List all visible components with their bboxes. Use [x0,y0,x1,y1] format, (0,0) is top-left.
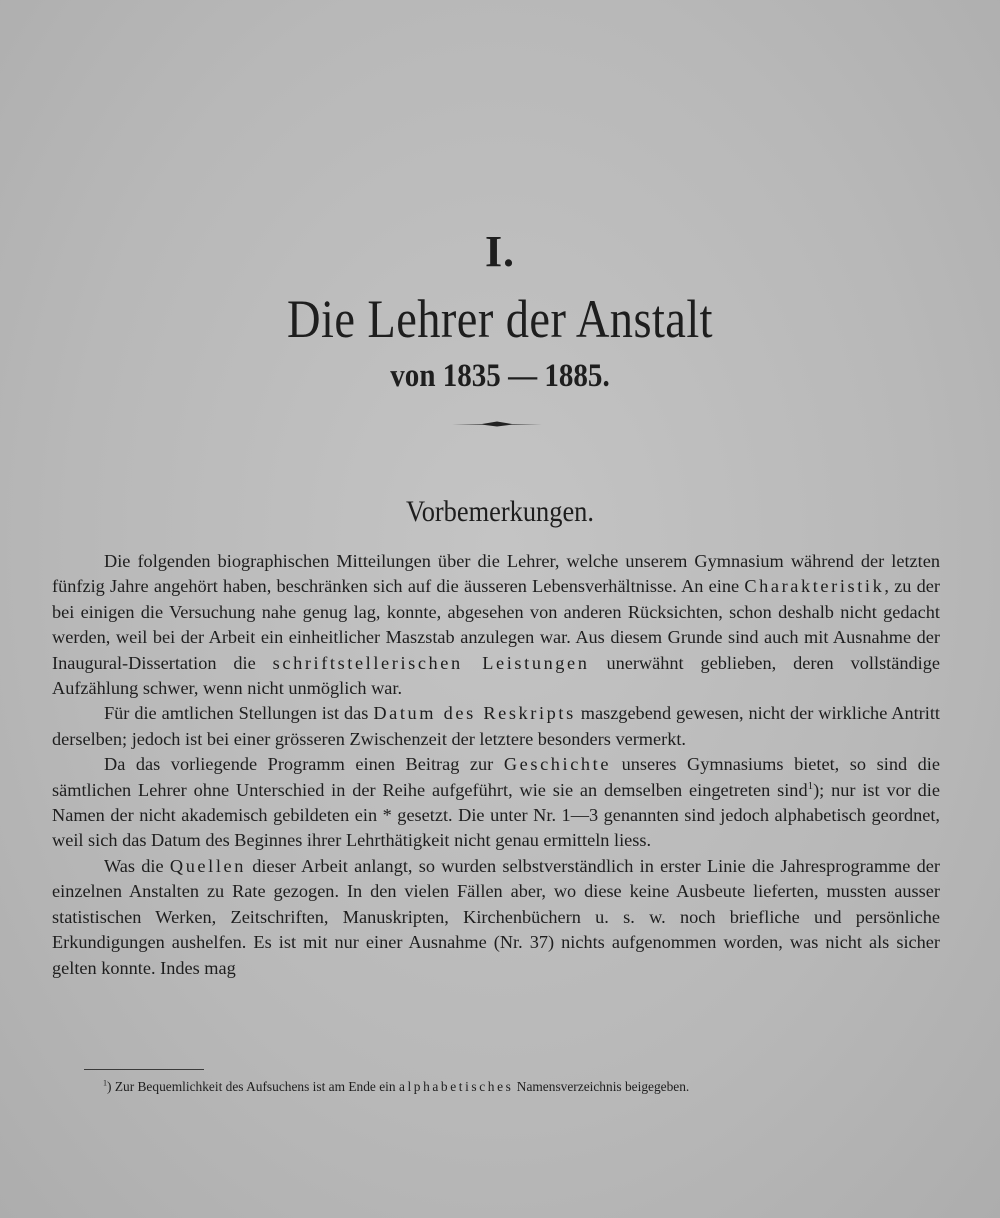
divider-ornament [452,421,542,427]
emphasis: Quellen [169,855,246,876]
paragraph-3: Da das vorliegende Programm einen Beitrag zur Geschichte unseres Gymnasiums bietet, so sind die sämtlichen Lehrer ohne Unterschied in der Reihe aufgeführt, wie sie an demselben eingetreten sind$^1$); nur ist vor die Namen der nicht akademisch gebildeten ein * gesetzt. Die unter Nr. 1—3 genannten sind jedoch alphabetisch geordnet, weil sich das Datum des Beginnes ihrer Lehrthätigkeit nicht genau ermitteln liess. [52,754,941,851]
paragraph-1: Die folgenden biographischen Mitteilungen über die Lehrer, welche unserem Gymnasium während der letzten fünfzig Jahre angehört haben, beschränken sich auf die äusseren Lebensverhältnisse. An eine Charakteristik, zu der bei einigen die Versuchung nahe genug lag, konnte, abgesehen von anderen Rücksichten, schon deshalb nicht gedacht werden, weil bei der Arbeit ein einheitlicher Maszstab anzulegen war. Aus diesem Grunde sind auch mit Ausnahme der Inaugural-Dissertation die schriftstellerischen Leistungen unerwähnt geblieben, deren vollständige Aufzählung schwer, wenn nicht unmöglich war. [52,551,940,699]
footnote-marker: 1 [103,1078,108,1088]
page-title: Die Lehrer der Anstalt [287,289,713,349]
chapter-number: I. [484,227,516,276]
paragraph-4: Was die Quellen dieser Arbeit anlangt, so wurden selbstverständlich in erster Linie die Jahresprogramme der einzelnen Anstalten zu Rate gezogen. In den vielen Fällen aber, wo diese keine Ausbeute lieferten, mussten ausser statistischen Werken, Zeitschriften, Manuskripten, Kirchenbüchern u. s. w. noch briefliche und persönliche Erkundigungen aushelfen. Es ist mit nur einer Ausnahme (Nr. 37) nichts aufgenommen worden, was nicht als sicher gelten konnte. Indes mag [52,855,940,978]
section-heading: Vorbemerkungen. [406,495,594,528]
body-text [52,549,940,981]
emphasis: schriftstellerischen Leistungen [272,652,590,673]
emphasis: Geschichte [503,754,612,775]
emphasis: Datum des Reskripts [373,703,576,724]
footnote-divider [84,1069,204,1070]
paragraph-2: Für die amtlichen Stellungen ist das Datum des Reskripts maszgebend gewesen, nicht der wirkliche Antritt derselben; jedoch ist bei einer grösseren Zwischenzeit der letztere besonders vermerkt. [52,703,940,749]
footnote-reference: 1 [807,779,814,792]
emphasis: alphabetisches [398,1079,514,1094]
footnote: $^1$) Zur Bequemlichkeit des Aufsuchens ist am Ende ein alphabetisches Namensverzeichnis beigegeben. [103,1078,690,1094]
emphasis: Charakteristik [744,576,885,597]
page-subtitle: von 1835 — 1885. [390,358,610,394]
